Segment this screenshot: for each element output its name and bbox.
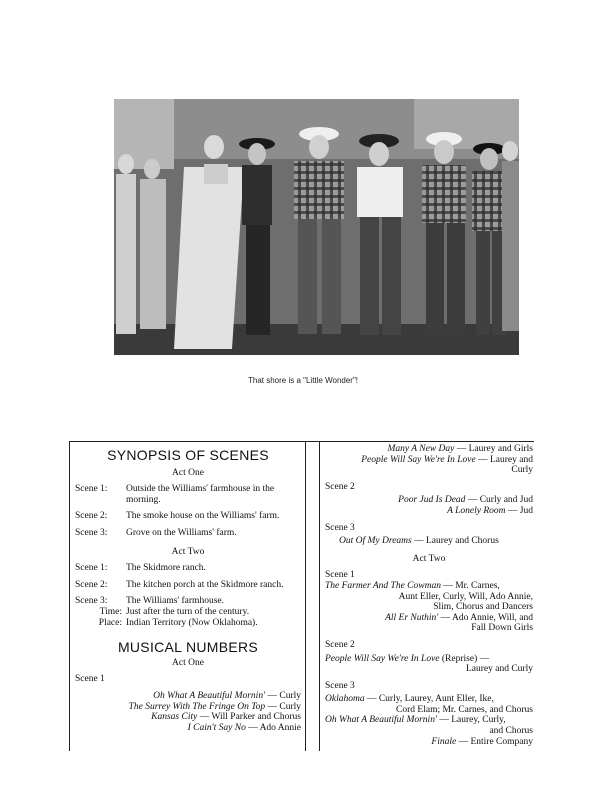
song-list (325, 495, 533, 516)
scene-label: Scene 3: (75, 596, 108, 607)
song-cast: — Curly, Laurey, Aunt Eller, Ike, (364, 694, 494, 705)
right-column (325, 441, 533, 747)
song-item (325, 737, 533, 748)
place-line (75, 618, 301, 629)
song-list (325, 581, 533, 634)
song-cast: — Ado Annie (245, 722, 301, 733)
song-cast-continued: Slim, Chorus and Dancers (433, 602, 533, 613)
synopsis-scene (75, 596, 301, 607)
song-cast-continued: Laurey and Curly (465, 664, 533, 675)
musical-numbers-title: MUSICAL NUMBERS (117, 639, 259, 656)
scene-heading: Scene 3 (325, 680, 355, 691)
scene-description: The smoke house on the Williams' farm. (126, 511, 280, 522)
center-rule (305, 441, 306, 751)
song-item (75, 712, 301, 723)
song-cast-continued: Curly (511, 465, 533, 476)
song-cast: — Curly and Jud (465, 495, 533, 506)
time-line (75, 607, 301, 618)
scene-heading: Scene 2 (325, 481, 355, 492)
synopsis-scene (75, 484, 301, 505)
song-title: A Lonely Room (447, 505, 506, 516)
song-cast: — Laurey and Chorus (411, 536, 499, 547)
program-panel (69, 441, 534, 751)
song-title: Poor Jud Is Dead (398, 495, 466, 506)
scene-label: Scene 2: (75, 511, 108, 522)
song-list (325, 444, 533, 476)
song-title: Oh What A Beautiful Mornin' (153, 690, 266, 701)
song-cast: — Curly (265, 690, 301, 701)
time-label: Time: (99, 606, 122, 617)
song-item (325, 715, 533, 726)
song-item (325, 444, 533, 455)
song-title: The Surrey With The Fringe On Top (128, 701, 266, 712)
left-column (75, 441, 301, 733)
song-title: Oh What A Beautiful Mornin' (325, 715, 437, 726)
synopsis-scene (75, 528, 301, 539)
synopsis-scene (75, 563, 301, 574)
song-cast-continued: Fall Down Girls (471, 623, 533, 634)
scene-heading: Scene 1 (325, 570, 355, 581)
left-rule (69, 441, 70, 751)
song-cast: — Laurey and Girls (454, 444, 533, 454)
song-title: Oklahoma (325, 694, 365, 705)
song-cast: — Laurey and (475, 454, 533, 465)
song-item (75, 702, 301, 713)
song-title: All Er Nuthin' (385, 612, 439, 623)
song-item (325, 495, 533, 506)
synopsis-scene (75, 580, 301, 591)
song-cast: — Curly (265, 701, 301, 712)
song-item (75, 723, 301, 734)
scene-heading: Scene 1 (75, 674, 105, 685)
song-item (325, 654, 533, 665)
photo-caption: That shore is a "Little Wonder"! (247, 376, 359, 385)
song-title: Kansas City (151, 712, 198, 723)
song-cast-continued: Cord Elam; Mr. Carnes, and Chorus (396, 704, 533, 715)
song-cast: — Will Parker and Chorus (197, 712, 301, 723)
scene-description: Grove on the Williams' farm. (126, 527, 237, 538)
synopsis-act-two: Act Two (171, 546, 205, 557)
song-title: People Will Say We're In Love (361, 454, 476, 465)
song-cast: — Mr. Carnes, (440, 580, 500, 591)
scene-label: Scene 1: (75, 484, 108, 495)
song-title: Out Of My Dreams (339, 536, 412, 547)
song-title: The Farmer And The Cowman (325, 580, 441, 591)
cast-photo (114, 99, 519, 355)
scene-description: Outside the Williams' farmhouse in the morning. (126, 484, 275, 505)
song-item (325, 613, 533, 624)
musical-act-two: Act Two (412, 553, 446, 564)
song-cast: — Jud (505, 505, 533, 516)
song-item (325, 455, 533, 466)
song-item (325, 694, 533, 705)
song-cast-continued: Aunt Eller, Curly, Will, Ado Annie, (398, 591, 533, 602)
song-list (75, 691, 301, 733)
time-value: Just after the turn of the century. (126, 606, 250, 617)
scene-description: The kitchen porch at the Skidmore ranch. (126, 579, 284, 590)
musical-act-one: Act One (172, 657, 204, 668)
scene-heading: Scene 3 (325, 522, 355, 533)
place-value: Indian Territory (Now Oklahoma). (126, 617, 258, 628)
synopsis-title: SYNOPSIS OF SCENES (107, 447, 269, 463)
song-cast: (Reprise) — (439, 653, 490, 664)
synopsis-act-one: Act One (172, 467, 204, 478)
center-rule-2 (319, 441, 320, 751)
song-cast: — Laurey, Curly, (436, 715, 506, 726)
song-item (325, 506, 533, 517)
scene-label: Scene 2: (75, 579, 108, 590)
scene-label: Scene 1: (75, 563, 108, 574)
scene-description: The Williams' farmhouse. (126, 596, 224, 607)
song-title: People Will Say We're In Love (325, 653, 440, 664)
song-cast: — Entire Company (456, 736, 533, 747)
song-title: I Cain't Say No (187, 722, 246, 733)
song-title: Finale (431, 736, 457, 747)
place-label: Place: (98, 617, 122, 628)
song-item (325, 581, 533, 592)
song-item (325, 536, 533, 547)
song-title: Many A New Day (387, 444, 455, 454)
song-cast-continued: and Chorus (489, 726, 533, 737)
song-list (325, 694, 533, 747)
song-cast: — Ado Annie, Will, and (438, 612, 533, 623)
scene-heading: Scene 2 (325, 639, 355, 650)
song-item (75, 691, 301, 702)
scene-description: The Skidmore ranch. (126, 563, 206, 574)
synopsis-scene (75, 511, 301, 522)
scene-label: Scene 3: (75, 527, 108, 538)
